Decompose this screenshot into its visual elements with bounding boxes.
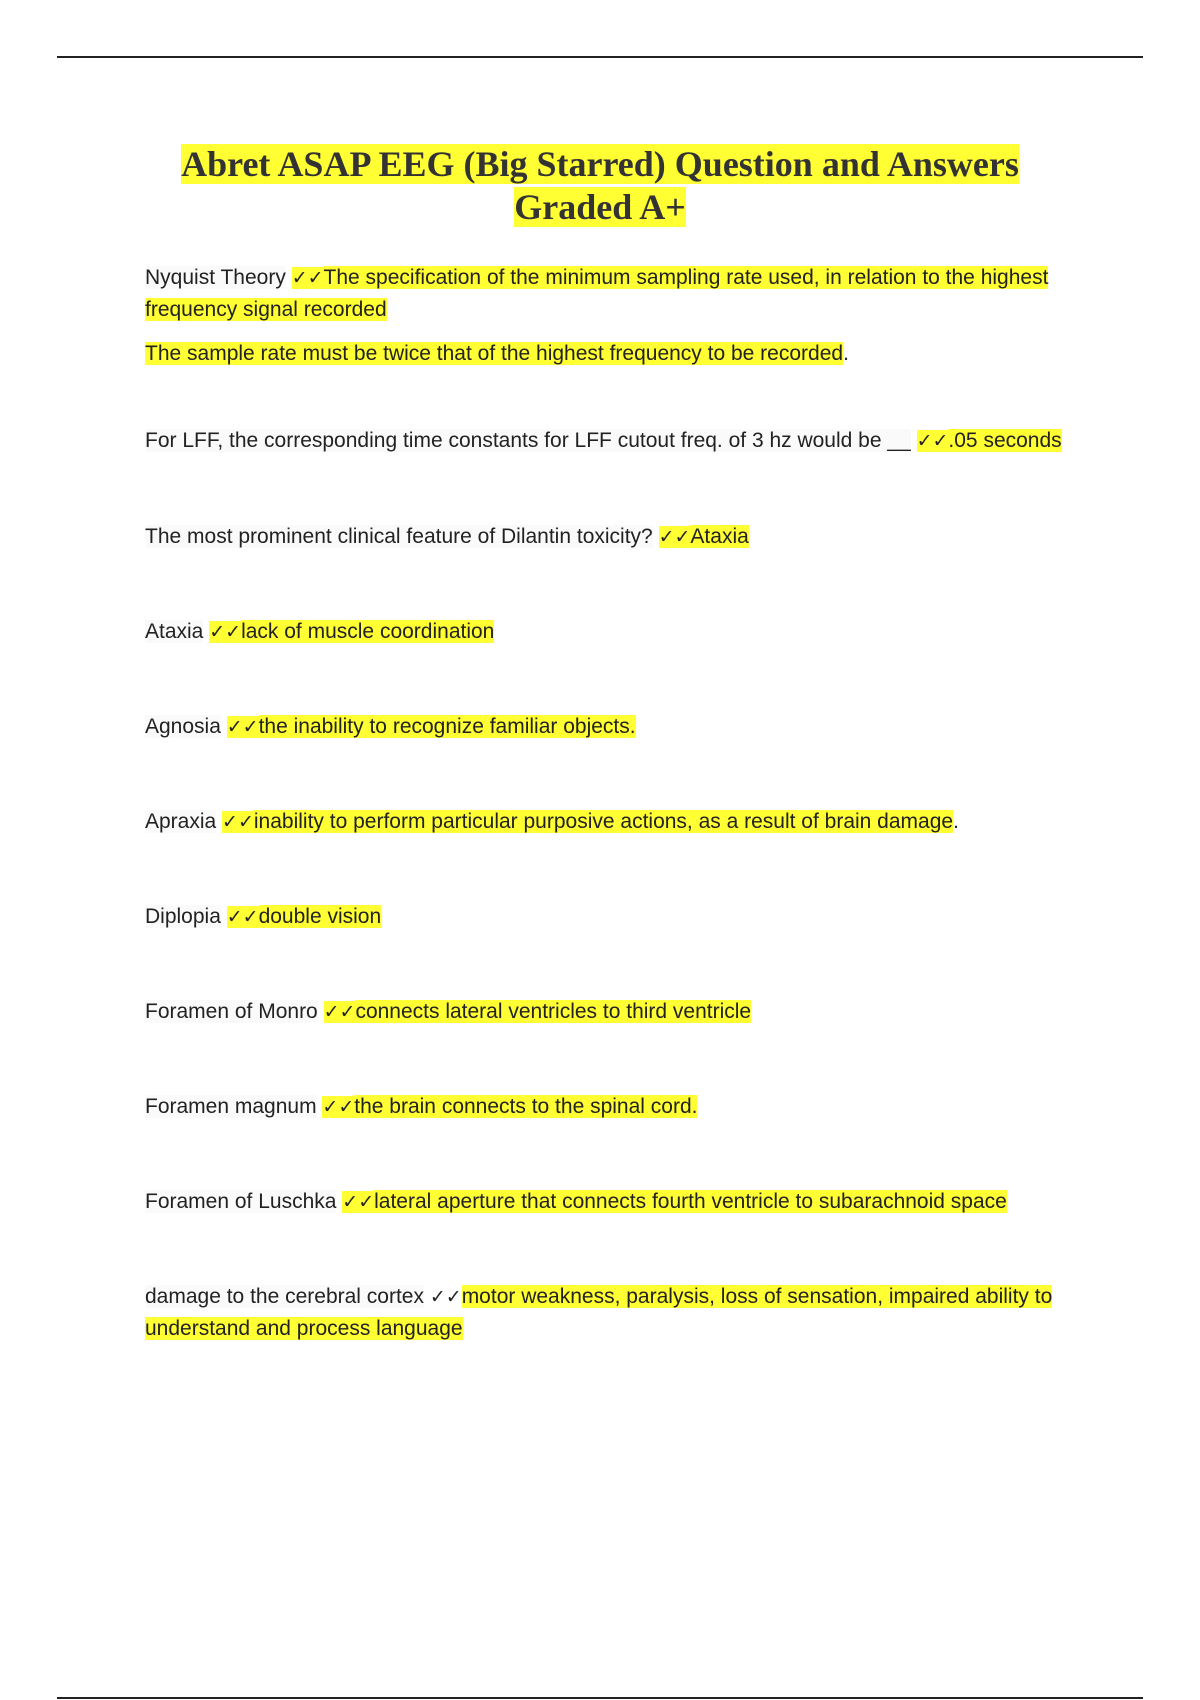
qa-item <box>145 262 1105 325</box>
note-end: . <box>843 342 849 365</box>
double-check-icon: ✓✓ <box>342 1191 375 1213</box>
bottom-rule <box>57 1697 1143 1699</box>
question-text: The most prominent clinical feature of Dilantin toxicity? <box>145 525 653 548</box>
answer-text: the inability to recognize familiar objects. <box>258 715 636 738</box>
title-line-2: Graded A+ <box>514 187 686 227</box>
question-text: damage to the cerebral cortex <box>145 1285 424 1308</box>
question-text: Ataxia <box>145 620 204 643</box>
question-text: Foramen of Luschka <box>145 1190 337 1213</box>
qa-item <box>145 806 1105 838</box>
qa-item <box>145 1091 1105 1123</box>
question-text: Diplopia <box>145 905 221 928</box>
question-text: Apraxia <box>145 810 217 833</box>
qa-item <box>145 711 1105 743</box>
title-line-1: Abret ASAP EEG (Big Starred) Question and Answers <box>181 144 1019 184</box>
double-check-icon: ✓✓ <box>429 1286 462 1308</box>
question-text: Foramen magnum <box>145 1095 317 1118</box>
answer-text: the brain connects to the spinal cord. <box>354 1095 698 1118</box>
double-check-icon: ✓✓ <box>291 267 324 289</box>
double-check-icon: ✓✓ <box>209 621 242 643</box>
answer-end: . <box>953 810 959 833</box>
answer-text: .05 seconds <box>948 429 1062 452</box>
answer-text: lack of muscle coordination <box>241 620 495 643</box>
answer-text: double vision <box>258 905 382 928</box>
qa-item <box>145 521 1105 553</box>
qa-item <box>145 616 1105 648</box>
qa-item <box>145 901 1105 933</box>
answer-text: connects lateral ventricles to third ventricle <box>355 1000 752 1023</box>
qa-item <box>145 996 1105 1028</box>
answer-text: The specification of the minimum sampling rate used, in relation to the highest frequency signal recorded <box>145 266 1049 321</box>
document-title <box>160 143 1040 229</box>
double-check-icon: ✓✓ <box>323 1001 356 1023</box>
qa-item <box>145 1186 1105 1218</box>
qa-item <box>145 1281 1105 1344</box>
question-text: Agnosia <box>145 715 221 738</box>
qa-note <box>145 338 1105 369</box>
note-text: The sample rate must be twice that of the highest frequency to be recorded <box>145 342 844 365</box>
answer-text: inability to perform particular purposive actions, as a result of brain damage <box>253 810 954 833</box>
double-check-icon: ✓✓ <box>658 526 691 548</box>
question-text: For LFF, the corresponding time constants for LFF cutout freq. of 3 hz would be __ <box>145 429 911 452</box>
double-check-icon: ✓✓ <box>322 1096 355 1118</box>
double-check-icon: ✓✓ <box>222 811 254 833</box>
qa-list <box>145 262 1105 1344</box>
answer-text: lateral aperture that connects fourth ventricle to subarachnoid space <box>374 1190 1007 1213</box>
question-text: Nyquist Theory <box>145 266 286 289</box>
double-check-icon: ✓✓ <box>226 716 259 738</box>
double-check-icon: ✓✓ <box>226 906 259 928</box>
answer-text: Ataxia <box>690 525 749 548</box>
top-rule <box>57 56 1143 58</box>
double-check-icon: ✓✓ <box>916 430 949 452</box>
question-text: Foramen of Monro <box>145 1000 318 1023</box>
qa-item <box>145 425 1105 457</box>
answer-text: motor weakness, paralysis, loss of sensation, impaired ability to understand and process language <box>145 1285 1053 1340</box>
